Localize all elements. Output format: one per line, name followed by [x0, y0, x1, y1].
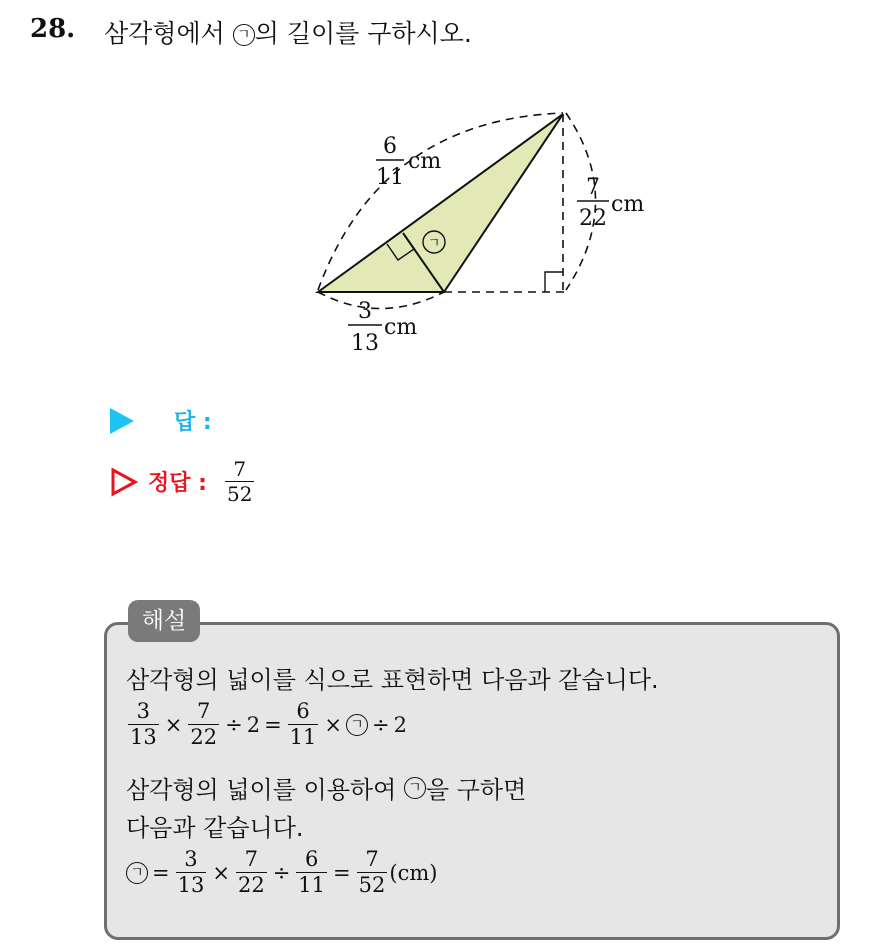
- line3-before: 삼각형의 넓이를 이용하여: [126, 776, 397, 804]
- eq1-b-den: 22: [190, 725, 218, 750]
- label-bottom-den: 13: [351, 331, 379, 356]
- explanation-line-1: 삼각형의 넓이를 식으로 표현하면 다음과 같습니다.: [126, 666, 659, 694]
- eq2-r-num: 7: [365, 847, 379, 871]
- height-symbol-label: ㄱ: [427, 236, 441, 251]
- eq2-b-den: 22: [237, 873, 265, 898]
- label-bottom-num: 3: [358, 299, 372, 324]
- correct-answer-row: [110, 458, 256, 505]
- question-number: 28.: [30, 14, 76, 44]
- label-top-num: 6: [383, 134, 397, 159]
- label-bottom-unit: cm: [384, 315, 418, 340]
- eq1-b-num: 7: [197, 699, 211, 723]
- label-right-den: 22: [579, 206, 607, 231]
- right-angle-mark-base: [545, 272, 563, 292]
- eq2-frac-a: [176, 848, 207, 897]
- eq1-times-1: ×: [164, 712, 183, 737]
- correct-answer-label: 정답 :: [148, 471, 207, 496]
- line3-after: 을 구하면: [425, 776, 527, 804]
- eq2-a-num: 3: [184, 847, 198, 871]
- label-right-num: 7: [586, 175, 600, 200]
- explanation-line-4: 다음과 같습니다.: [126, 814, 304, 842]
- eq1-frac-b: [188, 700, 219, 749]
- eq2-circled-symbol: ㄱ: [126, 862, 148, 884]
- eq1-a-den: 13: [130, 725, 157, 750]
- line3-circled-symbol: ㄱ: [404, 777, 426, 799]
- eq1-circled-symbol: ㄱ: [346, 714, 368, 736]
- answer-label: 답 :: [174, 410, 212, 435]
- correct-answer-fraction: [225, 458, 254, 505]
- eq2-equals-1: =: [152, 860, 170, 885]
- eq1-two-2: 2: [393, 712, 407, 737]
- eq2-a-den: 13: [177, 873, 205, 898]
- question-text-after: 의 길이를 구하시오.: [254, 19, 472, 48]
- explanation-tag: 해설: [128, 600, 200, 642]
- question-text-before: 삼각형에서: [104, 19, 225, 48]
- eq1-two-1: 2: [246, 712, 261, 737]
- eq2-times: ×: [212, 860, 230, 885]
- eq2-frac-result: [357, 848, 388, 897]
- eq2-b-num: 7: [244, 847, 258, 871]
- explanation-line-3: [126, 770, 526, 805]
- label-right-unit: cm: [611, 192, 645, 217]
- eq1-equals: =: [264, 712, 282, 737]
- arc-bottom-side: [318, 292, 444, 309]
- eq2-c-den: 11: [298, 873, 326, 898]
- eq1-c-num: 6: [296, 699, 310, 723]
- eq1-frac-a: [128, 700, 159, 749]
- correct-answer-num: 7: [233, 457, 247, 481]
- answer-row: [110, 405, 212, 436]
- eq1-c-den: 11: [289, 725, 317, 750]
- eq2-c-num: 6: [304, 847, 319, 871]
- eq1-times-2: ×: [324, 712, 343, 737]
- eq2-r-den: 52: [358, 873, 386, 898]
- eq1-frac-c: [288, 700, 319, 749]
- play-triangle-icon: [110, 408, 134, 434]
- eq2-frac-b: [236, 848, 267, 897]
- circled-symbol: ㄱ: [233, 24, 255, 46]
- outline-triangle-icon: [110, 467, 138, 497]
- triangle-figure: [0, 0, 884, 400]
- explanation-equation-1: [126, 700, 407, 749]
- eq2-divide: ÷: [272, 860, 291, 885]
- eq1-divide-2: ÷: [372, 712, 390, 737]
- correct-answer-den: 52: [226, 482, 253, 506]
- eq2-frac-c: [296, 848, 327, 897]
- eq2-unit: (cm): [389, 860, 438, 885]
- eq1-divide-1: ÷: [225, 712, 243, 737]
- label-top-unit: cm: [408, 149, 442, 174]
- triangle: [318, 114, 563, 292]
- explanation-equation-2: [126, 848, 437, 897]
- label-top-den: 11: [376, 165, 404, 190]
- eq2-equals-2: =: [333, 860, 351, 885]
- eq1-a-num: 3: [136, 699, 151, 723]
